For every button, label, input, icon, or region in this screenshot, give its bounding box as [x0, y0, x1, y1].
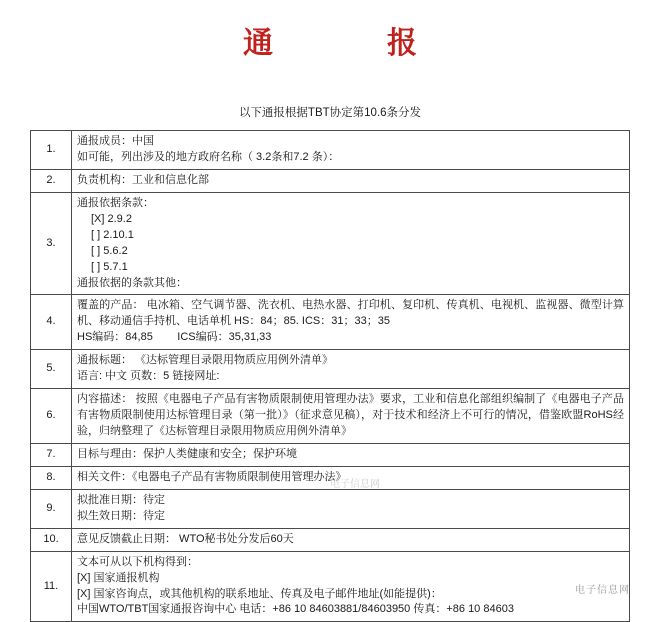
row-content: [72, 551, 630, 622]
row-content: [72, 192, 630, 295]
row-line: 拟生效日期：待定: [77, 509, 165, 522]
table-row: [31, 295, 630, 350]
checkbox-option[interactable]: [ ] 2.10.1: [91, 228, 134, 241]
row-content: [72, 489, 630, 528]
row-line: 通报依据条款：: [77, 196, 154, 209]
row-line: 覆盖的产品： 电冰箱、空气调节器、洗衣机、电热水器、打印机、复印机、传真机、电视机、监视器、微型计算机、移动通信手持机、电话单机 HS：84；85. ICS：31；33；35: [77, 299, 624, 328]
row-content: [72, 350, 630, 389]
page-title: 通 报: [243, 27, 435, 60]
row-content: [72, 389, 630, 444]
table-row: [31, 443, 630, 466]
row-number: 4.: [31, 295, 72, 350]
table-row: [31, 131, 630, 170]
row-number: 8.: [31, 466, 72, 489]
row-number: 11.: [31, 551, 72, 622]
watermark-middle: 电子信息网: [330, 479, 380, 490]
row-number: 7.: [31, 443, 72, 466]
row-content: [72, 295, 630, 350]
row-line: 相关文件：《电器电子产品有害物质限制使用管理办法》: [77, 470, 347, 483]
row-line: 语言: 中文 页数：5 链接网址:: [77, 370, 220, 383]
table-row: [31, 192, 630, 295]
row-content: [72, 131, 630, 170]
table-row: [31, 489, 630, 528]
table-row: [31, 350, 630, 389]
checkbox-option[interactable]: [ ] 5.7.1: [91, 260, 128, 273]
row-line: 通报标题： 《达标管理目录限用物质应用例外清单》: [77, 354, 334, 367]
row-line: 文本可从以下机构得到：: [77, 555, 198, 568]
table-row: [31, 551, 630, 622]
row-number: 6.: [31, 389, 72, 444]
watermark-right: 电子信息网: [575, 585, 630, 596]
row-number: 5.: [31, 350, 72, 389]
row-line: 内容描述： 按照《电器电子产品有害物质限制使用管理办法》要求，工业和信息化部组织编制了《电器电子产品有害物质限制使用达标管理目录（第一批）》（征求意见稿），对于技术和经济上不可行的情况，借鉴欧盟RoHS经验，归纳整理了《达标管理目录限用物质应用例外清单》: [77, 393, 624, 437]
row-line: 拟批准日期：待定: [77, 493, 165, 506]
row-content: [72, 528, 630, 551]
notification-table: [30, 130, 630, 622]
table-row: [31, 169, 630, 192]
table-row: [31, 389, 630, 444]
row-line: HS编码：84,85 ICS编码：35,31,33: [77, 331, 272, 344]
row-content: [72, 443, 630, 466]
row-number: 9.: [31, 489, 72, 528]
checkbox-option[interactable]: [X] 2.9.2: [91, 212, 132, 225]
row-line: 负责机构：工业和信息化部: [77, 173, 209, 186]
checkbox-option[interactable]: [X] 国家咨询点，或其他机构的联系地址、传真及电子邮件地址(如能提供)：: [77, 587, 442, 600]
row-line: 中国WTO/TBT国家通报咨询中心 电话：+86 10 84603881/84603950 传真：+86 10 84603: [77, 603, 514, 616]
checkbox-option[interactable]: [X] 国家通报机构: [77, 571, 160, 584]
row-number: 3.: [31, 192, 72, 295]
checkbox-option[interactable]: [ ] 5.6.2: [91, 244, 128, 257]
row-content: [72, 169, 630, 192]
row-line: 通报依据的条款其他：: [77, 276, 187, 289]
row-line: 意见反馈截止日期： WTO秘书处分发后60天: [77, 532, 294, 545]
row-line: 如可能，列出涉及的地方政府名称（ 3.2条和7.2 条）：: [77, 150, 340, 163]
row-number: 10.: [31, 528, 72, 551]
document-subtitle: 以下通报根据TBT协定第10.6条分发: [238, 107, 422, 119]
row-number: 2.: [31, 169, 72, 192]
table-row: [31, 528, 630, 551]
row-line: 通报成员：中国: [77, 135, 154, 147]
row-number: 1.: [31, 131, 72, 170]
row-line: 目标与理由：保护人类健康和安全；保护环境: [77, 447, 297, 460]
